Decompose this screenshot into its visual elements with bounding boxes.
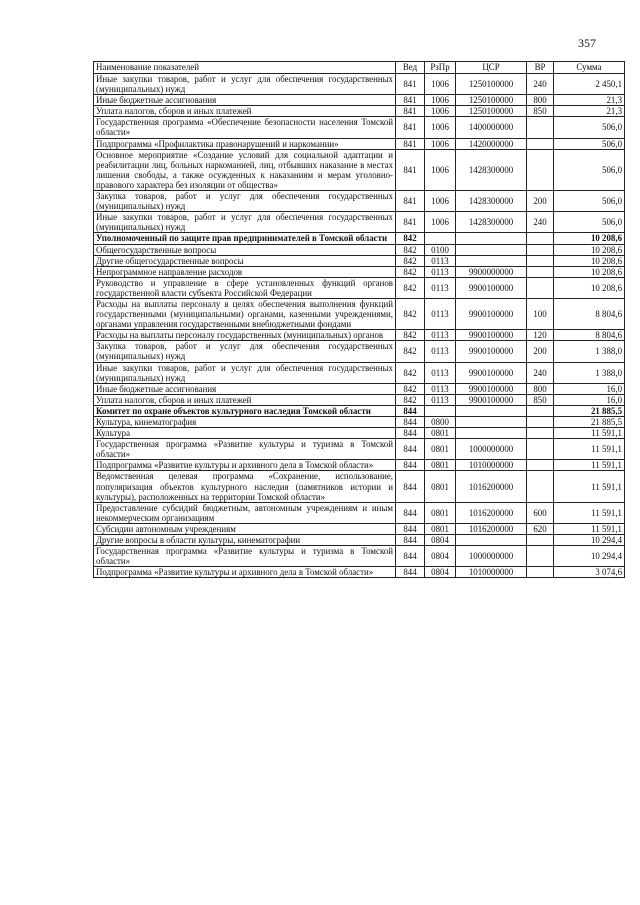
cell-vr: 200 bbox=[527, 191, 554, 212]
table-row bbox=[94, 330, 625, 341]
cell-ved: 844 bbox=[396, 535, 425, 546]
cell-sum: 506,0 bbox=[554, 212, 625, 233]
cell-rzpr: 0113 bbox=[425, 341, 456, 362]
table-row bbox=[94, 298, 625, 329]
cell-rzpr: 0800 bbox=[425, 417, 456, 428]
cell-rzpr: 0113 bbox=[425, 394, 456, 405]
cell-name: Другие вопросы в области культуры, кинематографии bbox=[94, 535, 396, 546]
cell-csr: 9900100000 bbox=[456, 330, 527, 341]
cell-sum: 21 885,5 bbox=[554, 405, 625, 416]
cell-ved: 841 bbox=[396, 74, 425, 95]
table-row bbox=[94, 394, 625, 405]
table-row bbox=[94, 266, 625, 277]
cell-rzpr bbox=[425, 233, 456, 244]
cell-rzpr: 1006 bbox=[425, 106, 456, 117]
cell-vr: 240 bbox=[527, 212, 554, 233]
table-row bbox=[94, 405, 625, 416]
cell-csr: 1400000000 bbox=[456, 117, 527, 138]
cell-rzpr: 0100 bbox=[425, 244, 456, 255]
cell-rzpr: 0804 bbox=[425, 535, 456, 546]
cell-sum: 506,0 bbox=[554, 117, 625, 138]
header-vr: ВР bbox=[527, 62, 554, 74]
table-row bbox=[94, 277, 625, 298]
cell-ved: 844 bbox=[396, 471, 425, 502]
cell-rzpr: 1006 bbox=[425, 95, 456, 106]
cell-sum: 10 208,6 bbox=[554, 277, 625, 298]
cell-ved: 842 bbox=[396, 266, 425, 277]
cell-vr: 600 bbox=[527, 502, 554, 523]
cell-ved: 844 bbox=[396, 567, 425, 578]
cell-sum: 10 208,6 bbox=[554, 255, 625, 266]
cell-rzpr: 0801 bbox=[425, 439, 456, 460]
cell-csr: 9900000000 bbox=[456, 266, 527, 277]
table-row bbox=[94, 535, 625, 546]
cell-csr: 1016200000 bbox=[456, 502, 527, 523]
cell-csr bbox=[456, 405, 527, 416]
table-row bbox=[94, 546, 625, 567]
cell-csr bbox=[456, 244, 527, 255]
cell-ved: 841 bbox=[396, 191, 425, 212]
cell-name: Общегосударственные вопросы bbox=[94, 244, 396, 255]
cell-name: Иные закупки товаров, работ и услуг для обеспечения государственных (муниципальных) нужд bbox=[94, 212, 396, 233]
cell-sum: 16,0 bbox=[554, 394, 625, 405]
cell-ved: 841 bbox=[396, 149, 425, 190]
cell-name: Уплата налогов, сборов и иных платежей bbox=[94, 394, 396, 405]
cell-csr: 9900100000 bbox=[456, 298, 527, 329]
cell-ved: 842 bbox=[396, 233, 425, 244]
cell-name: Уполномоченный по защите прав предпринимателей в Томской области bbox=[94, 233, 396, 244]
cell-rzpr: 1006 bbox=[425, 191, 456, 212]
cell-csr: 1428300000 bbox=[456, 191, 527, 212]
table-row bbox=[94, 117, 625, 138]
cell-sum: 2 450,1 bbox=[554, 74, 625, 95]
cell-csr bbox=[456, 535, 527, 546]
cell-csr: 9900100000 bbox=[456, 362, 527, 383]
cell-ved: 842 bbox=[396, 255, 425, 266]
cell-name: Уплата налогов, сборов и иных платежей bbox=[94, 106, 396, 117]
header-ved: Вед bbox=[396, 62, 425, 74]
cell-vr bbox=[527, 233, 554, 244]
cell-sum: 11 591,1 bbox=[554, 460, 625, 471]
cell-ved: 842 bbox=[396, 383, 425, 394]
cell-vr bbox=[527, 460, 554, 471]
cell-vr bbox=[527, 567, 554, 578]
cell-csr bbox=[456, 428, 527, 439]
cell-ved: 842 bbox=[396, 244, 425, 255]
cell-ved: 844 bbox=[396, 502, 425, 523]
cell-vr bbox=[527, 244, 554, 255]
page-number: 357 bbox=[578, 36, 596, 50]
cell-sum: 1 388,0 bbox=[554, 362, 625, 383]
cell-vr bbox=[527, 277, 554, 298]
cell-vr: 120 bbox=[527, 330, 554, 341]
table-row bbox=[94, 106, 625, 117]
table-row bbox=[94, 95, 625, 106]
cell-name: Закупка товаров, работ и услуг для обеспечения государственных (муниципальных) нужд bbox=[94, 341, 396, 362]
cell-sum: 3 074,6 bbox=[554, 567, 625, 578]
cell-name: Подпрограмма «Развитие культуры и архивного дела в Томской области» bbox=[94, 460, 396, 471]
cell-name: Государственная программа «Обеспечение безопасности населения Томской области» bbox=[94, 117, 396, 138]
cell-sum: 11 591,1 bbox=[554, 439, 625, 460]
cell-csr: 1010000000 bbox=[456, 460, 527, 471]
cell-vr bbox=[527, 405, 554, 416]
cell-ved: 841 bbox=[396, 212, 425, 233]
cell-name: Ведомственная целевая программа «Сохранение, использование, популяризация объектов культурного наследия (памятников истории и культуры), расположенных на территории Томской области» bbox=[94, 471, 396, 502]
cell-vr: 850 bbox=[527, 394, 554, 405]
table-row bbox=[94, 439, 625, 460]
table-row bbox=[94, 460, 625, 471]
cell-rzpr: 0804 bbox=[425, 546, 456, 567]
cell-vr: 620 bbox=[527, 523, 554, 534]
cell-ved: 842 bbox=[396, 277, 425, 298]
cell-ved: 842 bbox=[396, 362, 425, 383]
cell-sum: 10 294,4 bbox=[554, 546, 625, 567]
cell-name: Культура bbox=[94, 428, 396, 439]
cell-vr bbox=[527, 471, 554, 502]
table-row bbox=[94, 244, 625, 255]
cell-vr: 200 bbox=[527, 341, 554, 362]
cell-sum: 16,0 bbox=[554, 383, 625, 394]
cell-name: Государственная программа «Развитие культуры и туризма в Томской области» bbox=[94, 439, 396, 460]
cell-ved: 842 bbox=[396, 298, 425, 329]
cell-csr: 1420000000 bbox=[456, 138, 527, 149]
cell-rzpr: 1006 bbox=[425, 138, 456, 149]
cell-csr: 1010000000 bbox=[456, 567, 527, 578]
cell-rzpr: 0113 bbox=[425, 255, 456, 266]
cell-vr bbox=[527, 439, 554, 460]
table-row bbox=[94, 233, 625, 244]
cell-sum: 506,0 bbox=[554, 138, 625, 149]
cell-sum: 10 208,6 bbox=[554, 244, 625, 255]
cell-csr: 1428300000 bbox=[456, 212, 527, 233]
cell-vr bbox=[527, 149, 554, 190]
cell-sum: 21,3 bbox=[554, 106, 625, 117]
cell-name: Иные закупки товаров, работ и услуг для обеспечения государственных (муниципальных) нужд bbox=[94, 74, 396, 95]
cell-sum: 10 208,6 bbox=[554, 266, 625, 277]
table-row bbox=[94, 471, 625, 502]
cell-name: Иные бюджетные ассигнования bbox=[94, 95, 396, 106]
cell-csr: 9900100000 bbox=[456, 383, 527, 394]
cell-vr bbox=[527, 266, 554, 277]
cell-rzpr: 0804 bbox=[425, 567, 456, 578]
cell-ved: 841 bbox=[396, 138, 425, 149]
cell-ved: 844 bbox=[396, 428, 425, 439]
cell-vr: 800 bbox=[527, 95, 554, 106]
cell-vr: 240 bbox=[527, 362, 554, 383]
cell-name: Основное мероприятие «Создание условий для социальной адаптации и реабилитации лиц, больных наркоманией, лиц, отбывших наказание в местах лишения свободы, а также осужденных к наказаниям и мерам уголовно-правового характера без изоляции от общества» bbox=[94, 149, 396, 190]
cell-name: Иные бюджетные ассигнования bbox=[94, 383, 396, 394]
cell-ved: 844 bbox=[396, 439, 425, 460]
cell-name: Культура, кинематография bbox=[94, 417, 396, 428]
cell-ved: 842 bbox=[396, 394, 425, 405]
table-row bbox=[94, 149, 625, 190]
table-row bbox=[94, 212, 625, 233]
cell-sum: 506,0 bbox=[554, 191, 625, 212]
cell-csr bbox=[456, 255, 527, 266]
table-row bbox=[94, 74, 625, 95]
table-row bbox=[94, 523, 625, 534]
budget-table bbox=[93, 61, 625, 578]
table-header-row bbox=[94, 62, 625, 74]
table-row bbox=[94, 567, 625, 578]
cell-name: Непрограммное направление расходов bbox=[94, 266, 396, 277]
table-row bbox=[94, 502, 625, 523]
cell-vr: 240 bbox=[527, 74, 554, 95]
table-row bbox=[94, 191, 625, 212]
cell-rzpr: 1006 bbox=[425, 149, 456, 190]
cell-ved: 842 bbox=[396, 341, 425, 362]
cell-sum: 1 388,0 bbox=[554, 341, 625, 362]
cell-vr: 850 bbox=[527, 106, 554, 117]
cell-vr bbox=[527, 428, 554, 439]
cell-csr: 1250100000 bbox=[456, 95, 527, 106]
cell-name: Предоставление субсидий бюджетным, автономным учреждениям и иным некоммерческим организациям bbox=[94, 502, 396, 523]
table-row bbox=[94, 428, 625, 439]
cell-vr: 800 bbox=[527, 383, 554, 394]
cell-name: Субсидии автономным учреждениям bbox=[94, 523, 396, 534]
cell-csr: 1250100000 bbox=[456, 74, 527, 95]
cell-csr: 1016200000 bbox=[456, 523, 527, 534]
header-sum: Сумма bbox=[554, 62, 625, 74]
cell-csr: 1428300000 bbox=[456, 149, 527, 190]
cell-ved: 844 bbox=[396, 405, 425, 416]
table-row bbox=[94, 341, 625, 362]
cell-csr bbox=[456, 233, 527, 244]
cell-ved: 841 bbox=[396, 106, 425, 117]
cell-csr: 1000000000 bbox=[456, 546, 527, 567]
cell-ved: 844 bbox=[396, 523, 425, 534]
cell-sum: 8 804,6 bbox=[554, 330, 625, 341]
cell-rzpr: 0801 bbox=[425, 460, 456, 471]
cell-sum: 506,0 bbox=[554, 149, 625, 190]
cell-ved: 844 bbox=[396, 460, 425, 471]
cell-rzpr: 0113 bbox=[425, 266, 456, 277]
table-row bbox=[94, 417, 625, 428]
table-row bbox=[94, 138, 625, 149]
cell-csr: 9900100000 bbox=[456, 341, 527, 362]
cell-vr bbox=[527, 255, 554, 266]
cell-rzpr: 0801 bbox=[425, 502, 456, 523]
cell-rzpr: 0113 bbox=[425, 383, 456, 394]
table-row bbox=[94, 255, 625, 266]
cell-rzpr: 0113 bbox=[425, 298, 456, 329]
header-csr: ЦСР bbox=[456, 62, 527, 74]
header-name: Наименование показателей bbox=[94, 62, 396, 74]
table-row bbox=[94, 362, 625, 383]
cell-rzpr bbox=[425, 405, 456, 416]
cell-sum: 10 294,4 bbox=[554, 535, 625, 546]
cell-sum: 21,3 bbox=[554, 95, 625, 106]
cell-vr bbox=[527, 417, 554, 428]
cell-csr: 9900100000 bbox=[456, 277, 527, 298]
cell-name: Комитет по охране объектов культурного наследия Томской области bbox=[94, 405, 396, 416]
cell-name: Другие общегосударственные вопросы bbox=[94, 255, 396, 266]
header-rzpr: РзПр bbox=[425, 62, 456, 74]
table-row bbox=[94, 383, 625, 394]
cell-name: Расходы на выплаты персоналу в целях обеспечения выполнения функций государственными (муниципальными) органами, казенными учреждениями, органами управления государственными внебюджетными фондами bbox=[94, 298, 396, 329]
cell-name: Государственная программа «Развитие культуры и туризма в Томской области» bbox=[94, 546, 396, 567]
cell-ved: 844 bbox=[396, 546, 425, 567]
cell-ved: 842 bbox=[396, 330, 425, 341]
cell-sum: 8 804,6 bbox=[554, 298, 625, 329]
cell-vr: 100 bbox=[527, 298, 554, 329]
cell-rzpr: 0113 bbox=[425, 277, 456, 298]
cell-sum: 21 885,5 bbox=[554, 417, 625, 428]
cell-csr bbox=[456, 417, 527, 428]
cell-vr bbox=[527, 138, 554, 149]
cell-rzpr: 1006 bbox=[425, 117, 456, 138]
cell-csr: 1000000000 bbox=[456, 439, 527, 460]
cell-rzpr: 0801 bbox=[425, 471, 456, 502]
cell-rzpr: 1006 bbox=[425, 212, 456, 233]
cell-name: Подпрограмма «Профилактика правонарушений и наркомании» bbox=[94, 138, 396, 149]
cell-sum: 11 591,1 bbox=[554, 428, 625, 439]
cell-rzpr: 0113 bbox=[425, 330, 456, 341]
cell-name: Подпрограмма «Развитие культуры и архивного дела в Томской области» bbox=[94, 567, 396, 578]
cell-vr bbox=[527, 117, 554, 138]
cell-sum: 10 208,6 bbox=[554, 233, 625, 244]
cell-ved: 841 bbox=[396, 95, 425, 106]
cell-csr: 9900100000 bbox=[456, 394, 527, 405]
cell-sum: 11 591,1 bbox=[554, 502, 625, 523]
cell-sum: 11 591,1 bbox=[554, 471, 625, 502]
cell-name: Иные закупки товаров, работ и услуг для обеспечения государственных (муниципальных) нужд bbox=[94, 362, 396, 383]
cell-csr: 1016200000 bbox=[456, 471, 527, 502]
cell-ved: 844 bbox=[396, 417, 425, 428]
cell-rzpr: 0801 bbox=[425, 428, 456, 439]
cell-ved: 841 bbox=[396, 117, 425, 138]
cell-name: Руководство и управление в сфере установленных функций органов государственной власти субъекта Российской Федерации bbox=[94, 277, 396, 298]
cell-rzpr: 0113 bbox=[425, 362, 456, 383]
cell-csr: 1250100000 bbox=[456, 106, 527, 117]
cell-name: Закупка товаров, работ и услуг для обеспечения государственных (муниципальных) нужд bbox=[94, 191, 396, 212]
cell-rzpr: 0801 bbox=[425, 523, 456, 534]
cell-vr bbox=[527, 535, 554, 546]
cell-sum: 11 591,1 bbox=[554, 523, 625, 534]
cell-vr bbox=[527, 546, 554, 567]
cell-rzpr: 1006 bbox=[425, 74, 456, 95]
cell-name: Расходы на выплаты персоналу государственных (муниципальных) органов bbox=[94, 330, 396, 341]
